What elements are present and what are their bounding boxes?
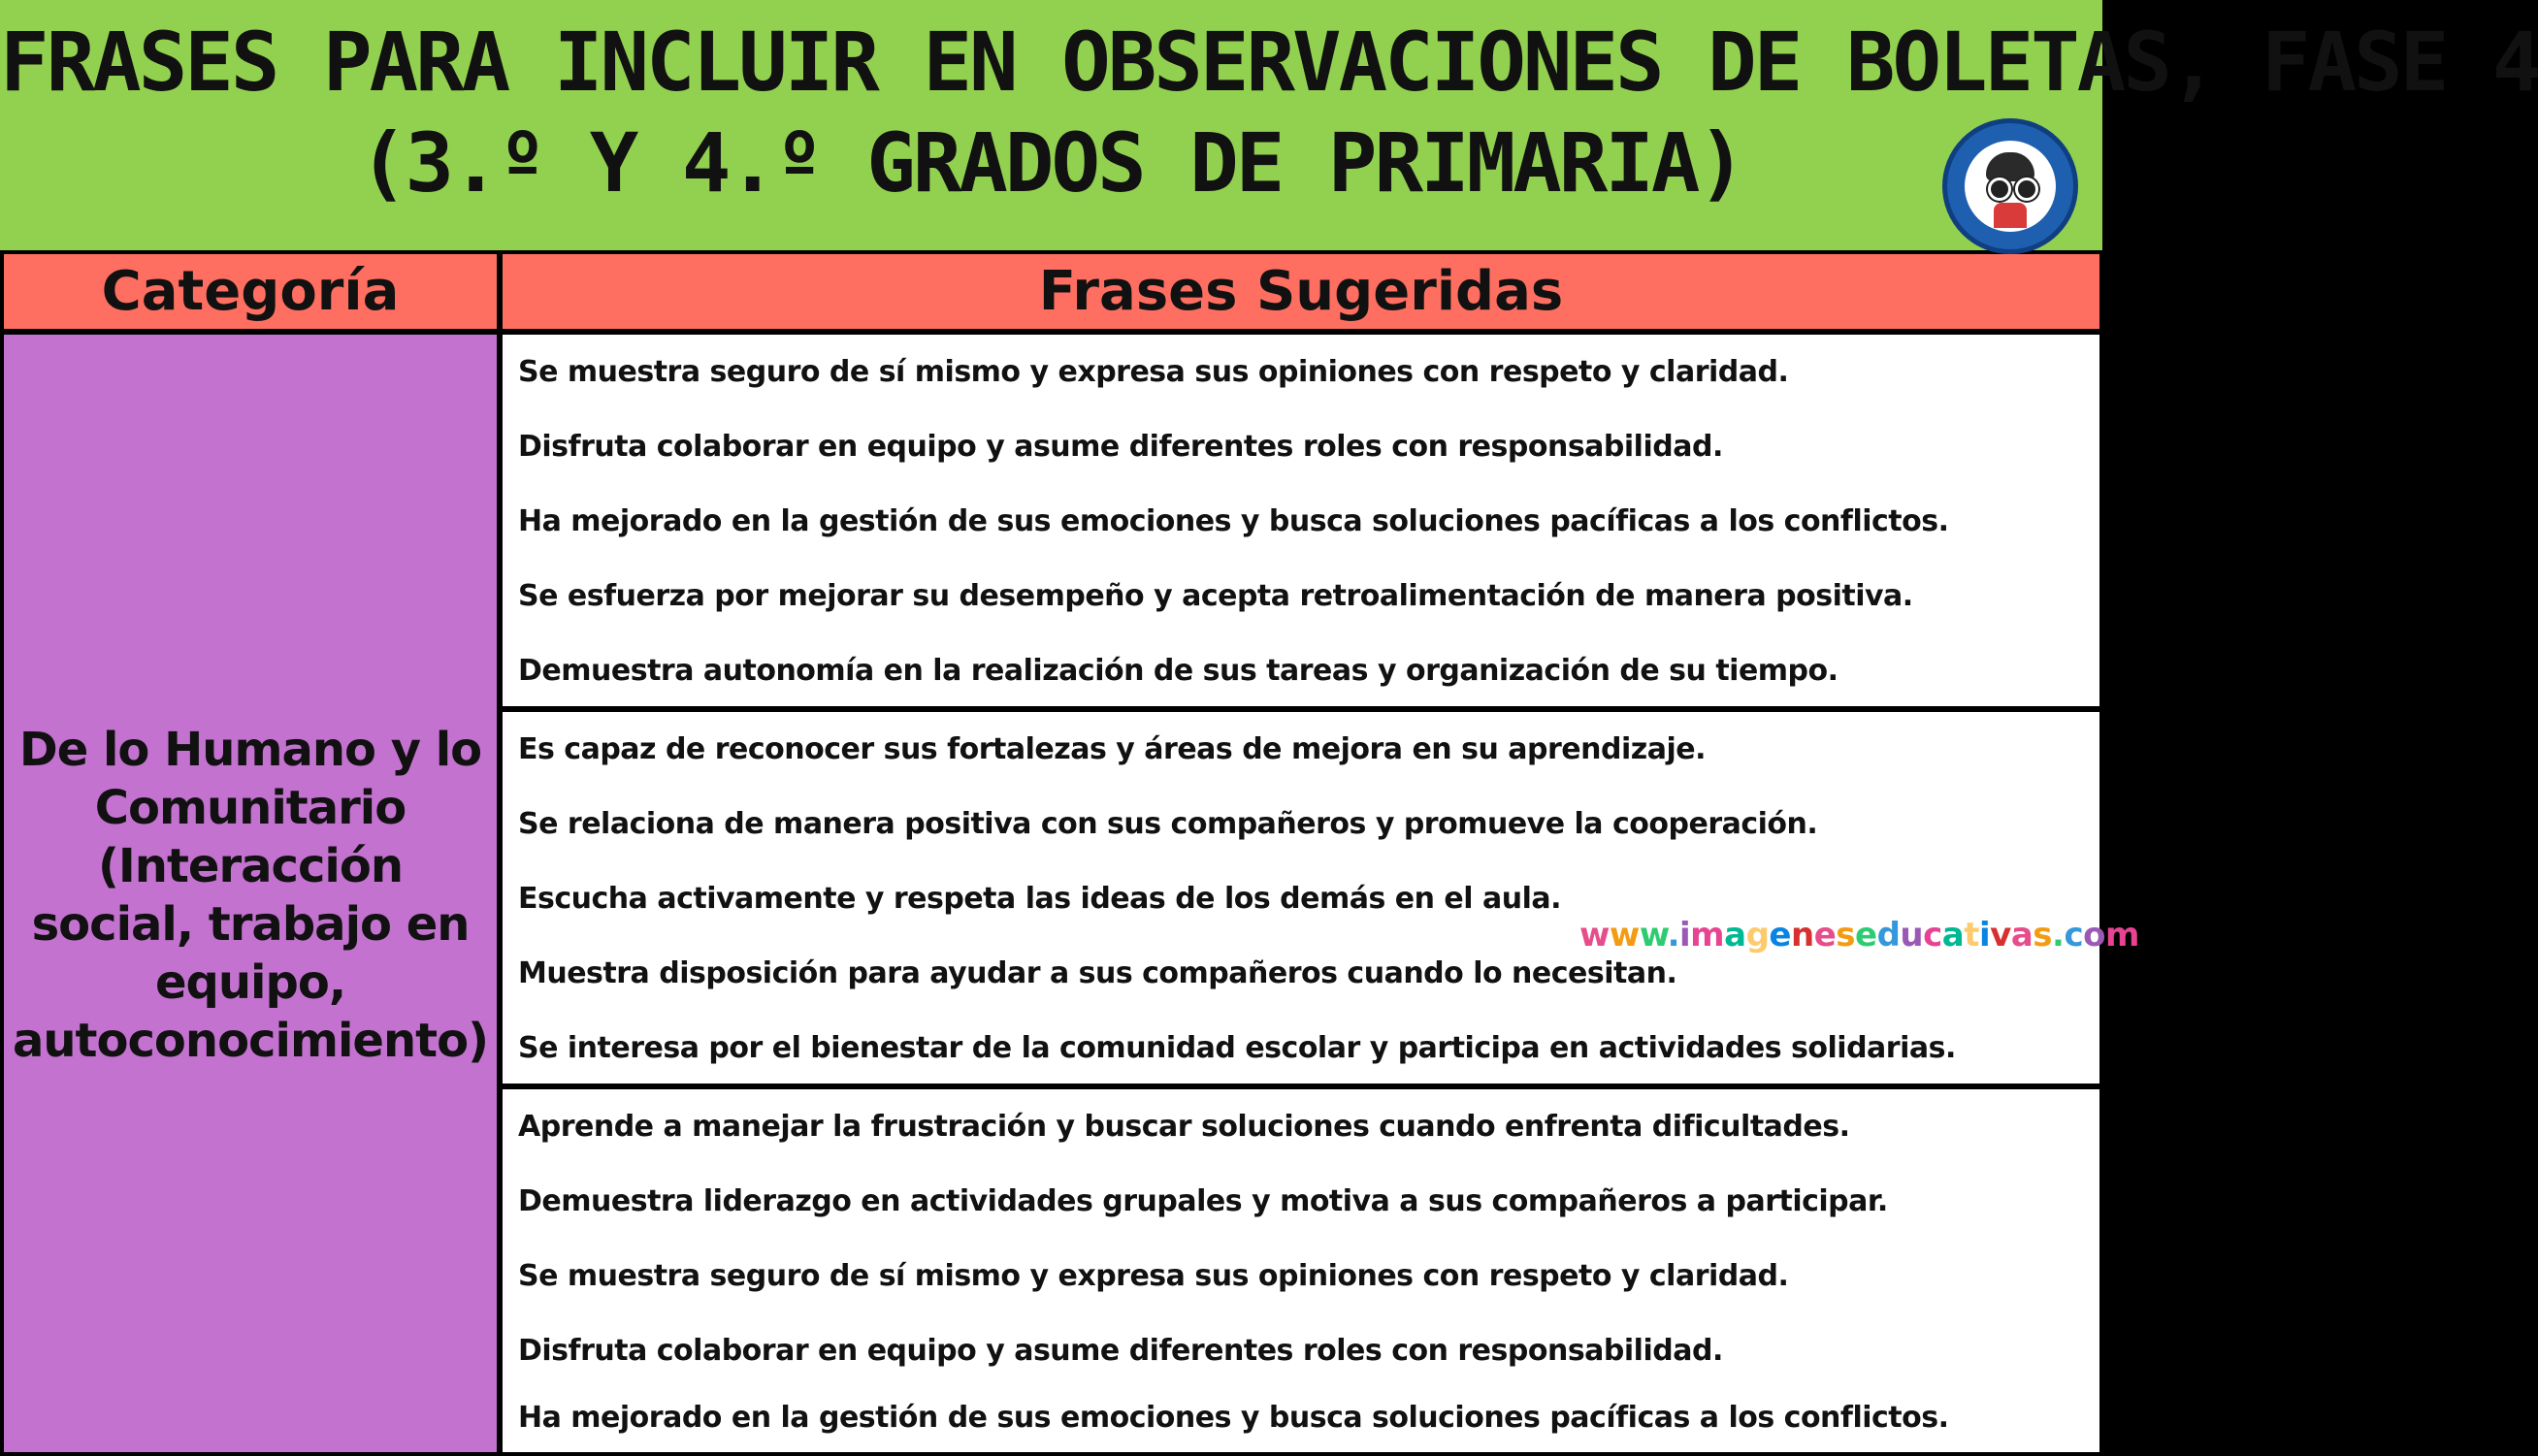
column-header-category: Categoría <box>4 254 497 329</box>
phrase-item: Se muestra seguro de sí mismo y expresa sus opiniones con respeto y claridad. <box>518 1259 1789 1293</box>
phrase-item: Se esfuerza por mejorar su desempeño y acepta retroalimentación de manera positiva. <box>518 579 1913 613</box>
watermark-url: www.imageneseducativas.com <box>1579 916 2139 954</box>
page-title-line-2: (3.º Y 4.º GRADOS DE PRIMARIA) <box>358 115 1744 210</box>
logo-character-icon <box>1965 141 2056 232</box>
phrase-group-3 <box>503 1089 2099 1452</box>
phrase-group-2 <box>503 712 2099 1084</box>
column-header-phrases: Frases Sugeridas <box>503 254 2099 329</box>
phrase-item: Muestra disposición para ayudar a sus compañeros cuando lo necesitan. <box>518 956 1677 990</box>
category-label: De lo Humano y lo Comunitario (Interacción social, trabajo en equipo, autoconocimiento) <box>12 723 489 1068</box>
phrase-item: Escucha activamente y respeta las ideas de los demás en el aula. <box>518 882 1562 916</box>
phrase-group-1 <box>503 335 2099 706</box>
page-title-line-1: FRASES PARA INCLUIR EN OBSERVACIONES DE BOLETAS, FASE 4 <box>0 15 2538 110</box>
phrase-item: Disfruta colaborar en equipo y asume diferentes roles con responsabilidad. <box>518 1334 1723 1368</box>
phrase-item: Aprende a manejar la frustración y buscar soluciones cuando enfrenta dificultades. <box>518 1110 1850 1144</box>
phrase-item: Se relaciona de manera positiva con sus compañeros y promueve la cooperación. <box>518 807 1818 841</box>
phrase-item: Ha mejorado en la gestión de sus emociones y busca soluciones pacíficas a los conflictos. <box>518 1401 1949 1435</box>
category-cell <box>4 335 497 1452</box>
phrase-item: Disfruta colaborar en equipo y asume diferentes roles con responsabilidad. <box>518 430 1723 464</box>
logo-badge-icon <box>1942 118 2078 254</box>
phrase-item: Se muestra seguro de sí mismo y expresa sus opiniones con respeto y claridad. <box>518 355 1789 389</box>
phrase-item: Es capaz de reconocer sus fortalezas y áreas de mejora en su aprendizaje. <box>518 732 1706 766</box>
title-banner <box>0 0 2538 250</box>
phrase-item: Se interesa por el bienestar de la comunidad escolar y participa en actividades solidarias. <box>518 1031 1956 1065</box>
phrase-item: Demuestra autonomía en la realización de sus tareas y organización de su tiempo. <box>518 654 1838 688</box>
phrase-item: Demuestra liderazgo en actividades grupales y motiva a sus compañeros a participar. <box>518 1184 1888 1218</box>
phrase-item: Ha mejorado en la gestión de sus emociones y busca soluciones pacíficas a los conflictos. <box>518 504 1949 538</box>
